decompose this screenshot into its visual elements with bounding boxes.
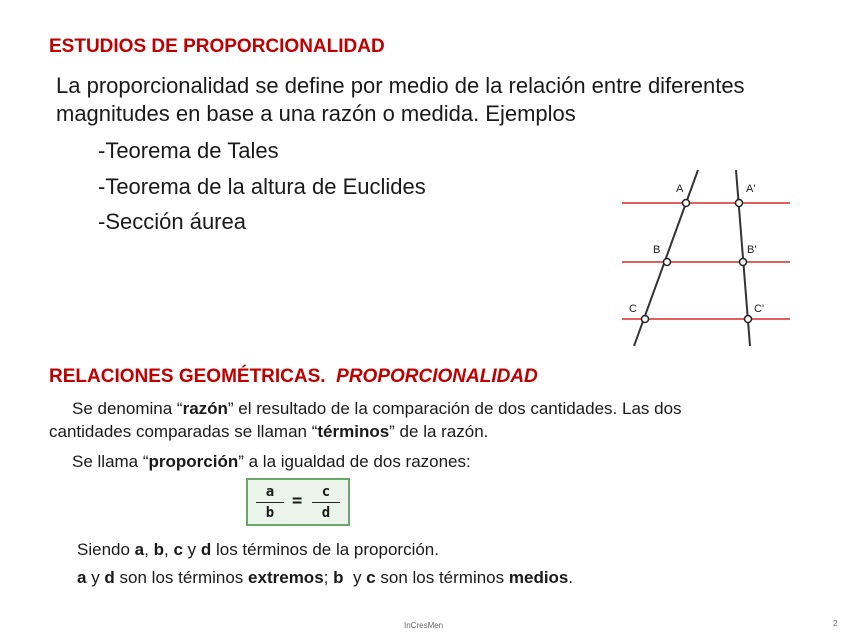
equals-sign: = <box>292 491 303 511</box>
razon-text-c: ” el resultado de la comparación de dos cantidades. Las dos <box>227 399 682 418</box>
proporcion-text-c: ” a la igualdad de dos razones: <box>238 452 471 471</box>
medio-c: c <box>366 568 376 587</box>
razon-paragraph <box>49 397 682 443</box>
extremo-d: d <box>104 568 115 587</box>
section-title-relaciones-part2: PROPORCIONALIDAD <box>336 366 538 387</box>
example-item-euclides: -Teorema de la altura de Euclides <box>98 174 426 199</box>
extremo-a: a <box>77 568 87 587</box>
terminos-rest: los términos de la proporción. <box>211 540 439 559</box>
y-text: y <box>182 540 201 559</box>
extremos-medios-definition <box>77 568 573 588</box>
denominator-b: b <box>265 505 275 521</box>
term-b: b <box>153 540 164 559</box>
comma-2: , <box>163 540 174 559</box>
terminos-keyword: términos <box>317 422 390 441</box>
razon-text-a: Se denomina “ <box>72 399 183 418</box>
example-item-seccion-aurea: -Sección áurea <box>98 209 246 234</box>
razon-line-1 <box>49 397 682 420</box>
numerator-c: c <box>312 484 340 503</box>
fraction-right <box>312 484 340 521</box>
label-c: C <box>629 303 637 315</box>
section-title-relaciones <box>49 366 538 388</box>
period: . <box>568 568 574 587</box>
comma-1: , <box>144 540 154 559</box>
thales-diagram <box>612 168 800 354</box>
semicolon: ; <box>323 568 334 587</box>
razon-line-2 <box>49 420 682 443</box>
fraction-left <box>256 484 284 521</box>
intro-line-1: La proporcionalidad se define por medio de la relación entre diferentes <box>56 73 745 98</box>
terminos-definition <box>77 540 439 560</box>
medios-keyword: medios <box>508 568 569 587</box>
intro-line-2: magnitudes en base a una razón o medida. Ejemplos <box>56 101 576 126</box>
label-b: B <box>653 244 661 256</box>
medio-b: b <box>333 568 344 587</box>
point-a <box>683 200 690 207</box>
proporcion-text-a: Se llama “ <box>72 452 149 471</box>
razon-keyword: razón <box>182 399 228 418</box>
numerator-a: a <box>256 484 284 503</box>
footer-label: InCresMen <box>404 621 444 630</box>
label-a: A <box>676 183 684 195</box>
label-c-prime: C' <box>754 303 765 315</box>
proporcion-paragraph <box>72 450 471 473</box>
intro-paragraph <box>56 72 745 128</box>
denominator-d: d <box>321 505 331 521</box>
section-title-estudios: ESTUDIOS DE PROPORCIONALIDAD <box>49 36 385 57</box>
term-d: d <box>200 540 212 559</box>
extremos-keyword: extremos <box>248 568 324 587</box>
term-a: a <box>134 540 145 559</box>
term-c: c <box>173 540 183 559</box>
son-terminos-2: son los términos <box>375 568 509 587</box>
page-number: 2 <box>833 619 838 628</box>
label-b-prime: B' <box>747 244 757 256</box>
proportion-formula <box>246 478 350 526</box>
point-b <box>664 259 671 266</box>
point-c <box>642 316 649 323</box>
terminos-text-a: cantidades comparadas se llaman “ <box>49 422 318 441</box>
point-c-prime <box>745 316 752 323</box>
example-item-tales: -Teorema de Tales <box>98 138 279 163</box>
siendo-text: Siendo <box>77 540 135 559</box>
son-terminos-1: son los términos <box>114 568 249 587</box>
y-text-1: y <box>86 568 105 587</box>
terminos-text-c: ” de la razón. <box>389 422 489 441</box>
proporcion-keyword: proporción <box>148 452 239 471</box>
point-b-prime <box>740 259 747 266</box>
label-a-prime: A' <box>746 183 756 195</box>
point-a-prime <box>736 200 743 207</box>
y-text-2: y <box>343 568 367 587</box>
section-title-relaciones-part1: RELACIONES GEOMÉTRICAS. <box>49 366 326 387</box>
